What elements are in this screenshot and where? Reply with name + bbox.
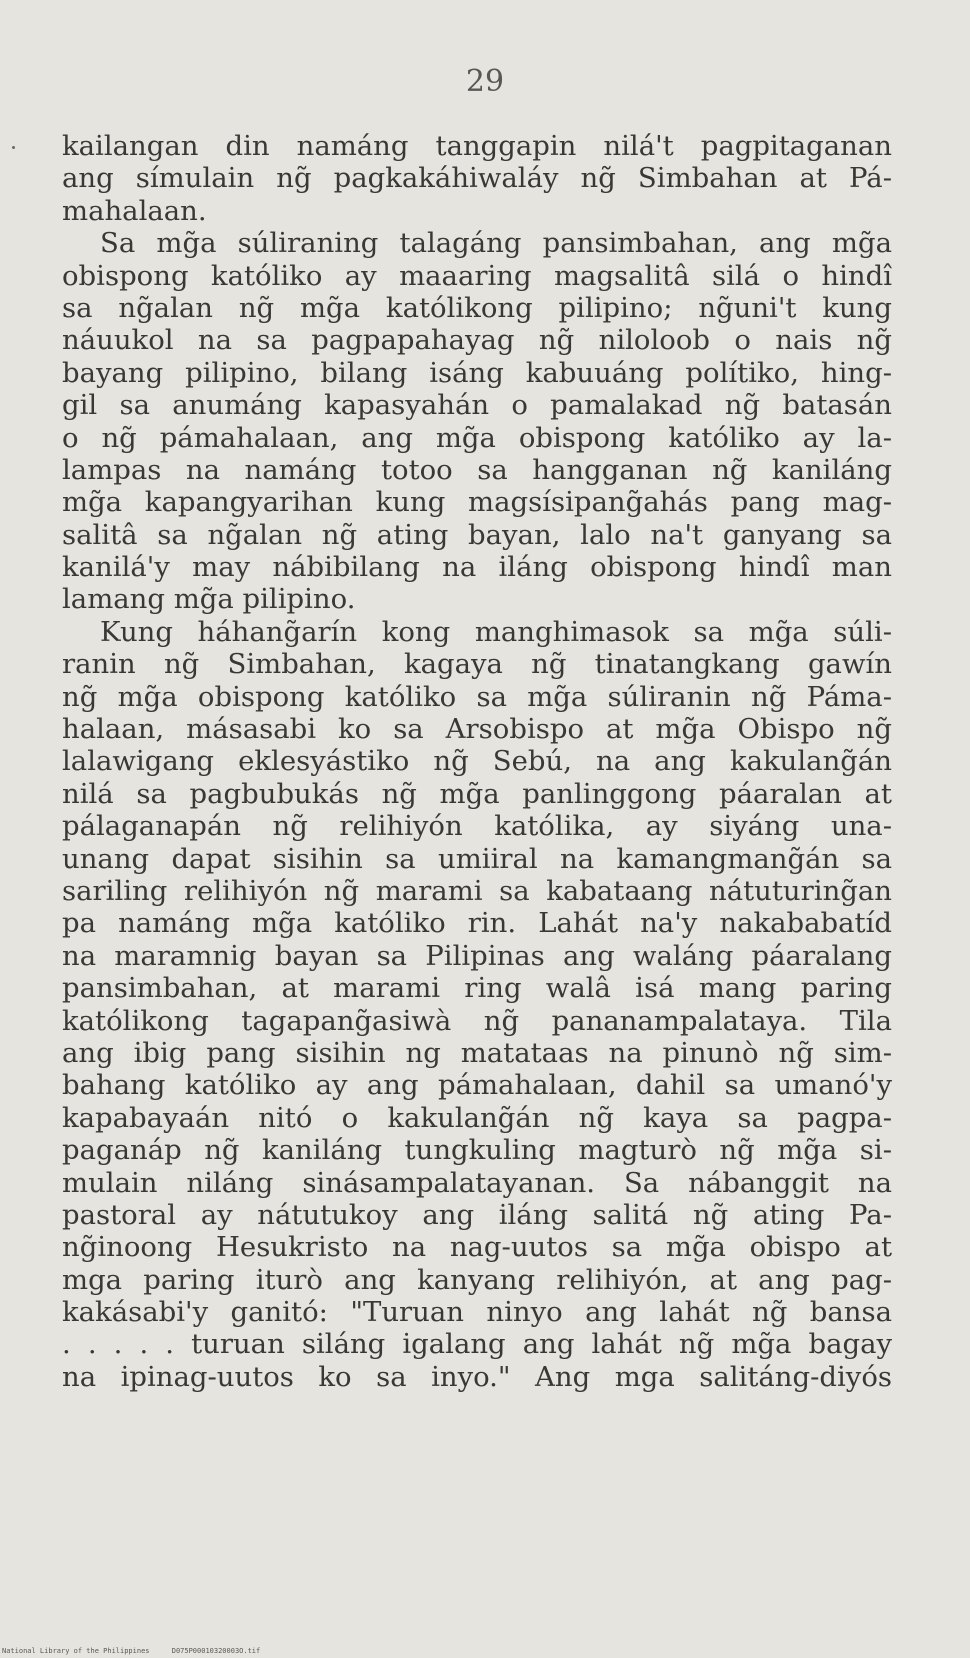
footer-library: National Library of the Philippines (2, 1647, 150, 1655)
text-line: mga paring iturò ang kanyang relihiyón, at ang pag- (62, 1263, 892, 1296)
text-line: katólikong tagapang̃asiwà ng̃ pananampalataya. Tila (62, 1004, 892, 1037)
text-line: nilá sa pagbubukás ng̃ mg̃a panlinggong páaralan at (62, 777, 892, 810)
text-line: . . . . . turuan siláng igalang ang lahát ng̃ mg̃a bagay (62, 1328, 892, 1361)
scan-footer (2, 1647, 260, 1655)
text-line: náuukol na sa pagpapahayag ng̃ niloloob o nais ng̃ (62, 324, 892, 357)
text-line: ranin ng̃ Simbahan, kagaya ng̃ tinatangkang gawín (62, 648, 892, 681)
text-line: sa ng̃alan ng̃ mg̃a katólikong pilipino; ng̃uni't kung (62, 291, 892, 324)
text-line: pa namáng mg̃a katóliko rin. Lahát na'y nakababatíd (62, 907, 892, 940)
text-line: kapabayaán nitó o kakulang̃án ng̃ kaya sa pagpa- (62, 1101, 892, 1134)
margin-mark (12, 146, 15, 149)
text-line: na ipinag-uutos ko sa inyo." Ang mga salitáng-diyós (62, 1360, 892, 1393)
footer-filename: D075P00010320003O.tif (171, 1647, 261, 1655)
text-line: gil sa anumáng kapasyahán o pamalakad ng̃ batasán (62, 389, 892, 422)
text-line: na maramnig bayan sa Pilipinas ang waláng páaralang (62, 939, 892, 972)
text-line: o ng̃ pámahalaan, ang mg̃a obispong katóliko ay la- (62, 421, 892, 454)
text-line: mahalaan. (62, 194, 207, 227)
text-line: Kung háhang̃arín kong manghimasok sa mg̃a súli- (100, 615, 892, 648)
page-number: 29 (465, 64, 505, 99)
text-line: ang símulain ng̃ pagkakáhiwaláy ng̃ Simbahan at Pá- (62, 162, 892, 195)
text-line: lalawigang eklesyástiko ng̃ Sebú, na ang kakulang̃án (62, 745, 892, 778)
text-line: pansimbahan, at marami ring walâ isá mang paring (62, 972, 892, 1005)
text-line: pastoral ay nátutukoy ang iláng salitá ng̃ ating Pa- (62, 1198, 892, 1231)
text-line: halaan, másasabi ko sa Arsobispo at mg̃a Obispo ng̃ (62, 713, 892, 746)
text-line: sariling relihiyón ng̃ marami sa kabataang nátuturing̃an (62, 874, 892, 907)
text-line: salitâ sa ng̃alan ng̃ ating bayan, lalo na't ganyang sa (62, 518, 892, 551)
text-line: paganáp ng̃ kaniláng tungkuling magturò ng̃ mg̃a si- (62, 1134, 892, 1167)
text-line: ng̃ mg̃a obispong katóliko sa mg̃a súliranin ng̃ Páma- (62, 680, 892, 713)
text-line: ng̃inoong Hesukristo na nag-uutos sa mg̃a obispo at (62, 1231, 892, 1264)
text-line: Sa mg̃a súliraning talagáng pansimbahan, ang mg̃a (100, 227, 892, 260)
text-line: ang ibig pang sisihin ng matataas na pinunò ng̃ sim- (62, 1036, 892, 1069)
text-line: kakásabi'y ganitó: "Turuan ninyo ang lahát ng̃ bansa (62, 1296, 892, 1329)
text-line: kailangan din namáng tanggapin nilá't pagpitaganan (62, 130, 892, 162)
body-text (62, 130, 892, 1393)
text-line: lampas na namáng totoo sa hangganan ng̃ kaniláng (62, 453, 892, 486)
text-line: kanilá'y may nábibilang na iláng obispong hindî man (62, 551, 892, 584)
text-line: mg̃a kapangyarihan kung magsísipang̃ahás pang mag- (62, 486, 892, 519)
text-line: obispong katóliko ay maaaring magsalitâ silá o hindî (62, 259, 892, 292)
text-line: unang dapat sisihin sa umiiral na kamangmang̃án sa (62, 842, 892, 875)
text-line: bahang katóliko ay ang pámahalaan, dahil sa umanó'y (62, 1069, 892, 1102)
text-line: lamang mg̃a pilipino. (62, 583, 356, 616)
text-line: mulain niláng sinásampalatayanan. Sa nábanggit na (62, 1166, 892, 1199)
text-line: bayang pilipino, bilang isáng kabuuáng polítiko, hing- (62, 356, 892, 389)
text-line: pálaganapán ng̃ relihiyón katólika, ay siyáng una- (62, 810, 892, 843)
